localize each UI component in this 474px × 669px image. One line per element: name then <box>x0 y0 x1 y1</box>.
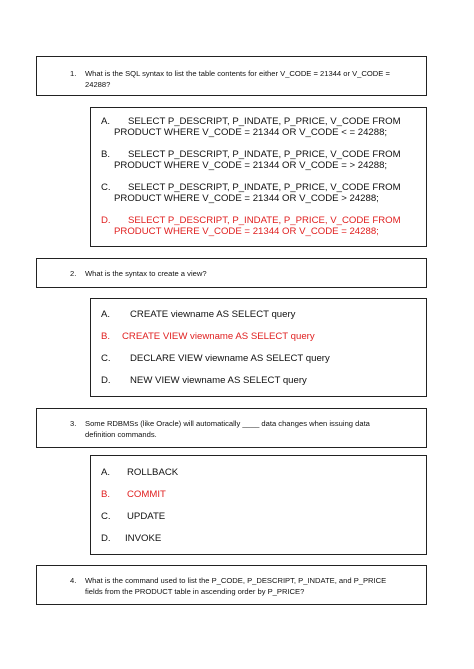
option-letter: B. <box>101 331 111 342</box>
answer-options-1-box <box>90 107 427 247</box>
question-2-box <box>36 258 427 288</box>
option-text: NEW VIEW viewname AS SELECT query <box>130 375 307 386</box>
question-3-box <box>36 408 427 448</box>
option-line2: PRODUCT WHERE V_CODE = 21344 OR V_CODE < = 24288; <box>114 127 388 138</box>
option-text: UPDATE <box>127 511 166 522</box>
option-line2: PRODUCT WHERE V_CODE = 21344 OR V_CODE = 24288; <box>114 226 379 237</box>
question-text: What is the syntax to create a view? <box>85 269 207 278</box>
option-line2: PRODUCT WHERE V_CODE = 21344 OR V_CODE = > 24288; <box>114 160 388 171</box>
answer-options-3-box <box>90 455 427 555</box>
option-text: DECLARE VIEW viewname AS SELECT query <box>130 353 330 364</box>
option-line1: SELECT P_DESCRIPT, P_INDATE, P_PRICE, V_CODE FROM <box>128 215 401 226</box>
option-line1: SELECT P_DESCRIPT, P_INDATE, P_PRICE, V_CODE FROM <box>128 182 401 193</box>
option-line1: SELECT P_DESCRIPT, P_INDATE, P_PRICE, V_CODE FROM <box>128 149 401 160</box>
question-text: What is the command used to list the P_CODE, P_DESCRIPT, P_INDATE, and P_PRICE fields from the PRODUCT table in ascending order by P_PRICE? <box>85 576 387 596</box>
option-text: CREATE viewname AS SELECT query <box>130 309 296 320</box>
option-letter: C. <box>101 182 111 193</box>
option-letter: C. <box>101 511 111 522</box>
option-text: ROLLBACK <box>127 467 179 478</box>
option-letter: D. <box>101 533 111 544</box>
question-text: What is the SQL syntax to list the table contents for either V_CODE = 21344 or V_CODE = 24288? <box>85 69 390 89</box>
question-number: 2. <box>70 269 77 278</box>
option-line2: PRODUCT WHERE V_CODE = 21344 OR V_CODE > 24288; <box>114 193 379 204</box>
option-letter: D. <box>101 375 111 386</box>
option-letter: A. <box>101 467 111 478</box>
option-text: COMMIT <box>127 489 166 500</box>
question-number: 3. <box>70 419 77 428</box>
question-4-box <box>36 565 427 605</box>
option-letter: A. <box>101 309 111 320</box>
option-line1: SELECT P_DESCRIPT, P_INDATE, P_PRICE, V_CODE FROM <box>128 116 401 127</box>
question-number: 1. <box>70 69 77 78</box>
option-letter: B. <box>101 149 111 160</box>
option-text: CREATE VIEW viewname AS SELECT query <box>122 331 315 342</box>
option-letter: A. <box>101 116 111 127</box>
question-1-box <box>36 56 427 96</box>
option-letter: C. <box>101 353 111 364</box>
option-text: INVOKE <box>125 533 162 544</box>
option-letter: B. <box>101 489 111 500</box>
answer-options-2-box <box>90 298 427 397</box>
option-letter: D. <box>101 215 111 226</box>
question-number: 4. <box>70 576 77 585</box>
question-text: Some RDBMSs (like Oracle) will automatically ____ data changes when issuing data definition commands. <box>85 419 370 439</box>
